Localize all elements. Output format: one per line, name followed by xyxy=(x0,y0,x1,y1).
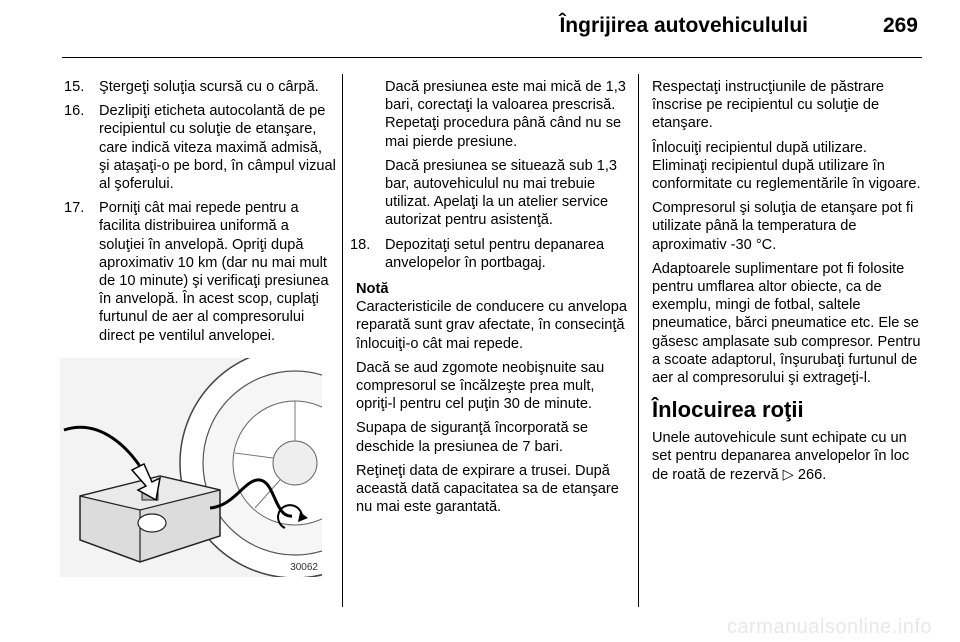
page-title: Îngrijirea autovehiculului xyxy=(559,14,808,37)
paragraph: Compresorul şi soluţia de etanşare pot fi utilizate până la temperatura de aproximativ -30 °C. xyxy=(652,200,914,253)
column-3 xyxy=(652,78,924,490)
column-2 xyxy=(350,78,628,522)
paragraph: Dacă presiunea este mai mică de 1,3 bari, corectaţi la valoarea prescrisă. Repetaţi procedura până când nu se mai pierde presiune. xyxy=(385,79,626,150)
figure-number: 30062 xyxy=(290,562,318,573)
page-reference[interactable]: 266. xyxy=(797,466,827,483)
note-paragraph: Supapa de siguranţă încorporată se deschide la presiunea de 7 bari. xyxy=(356,420,589,455)
note-paragraph: Reţineţi data de expirare a trusei. După această dată capacitatea sa de etanşare nu mai este garantată. xyxy=(356,462,619,516)
column-divider-2 xyxy=(638,74,639,607)
paragraph: Adaptoarele suplimentare pot fi folosite pentru umflarea altor obiecte, ca de exemplu, mingi de fotbal, saltele pneumatice, bărci pneumatice etc. Ele se găsesc amplasate sub compresor. Pentru a scoate adaptorul, înşurubaţi furtunul de aer al compresorului şi extrageţi-l. xyxy=(652,260,921,387)
list-item xyxy=(64,199,336,345)
item-text: Dezlipiţi eticheta autocolantă de pe recipientul cu soluţie de etanşare, care indică viteza maximă admisă, şi ataşaţi-o pe bord, în câmpul vizual al şoferului. xyxy=(99,103,336,193)
section-heading: Înlocuirea roţii xyxy=(652,397,804,423)
compressor-tire-drawing xyxy=(60,358,322,577)
note-paragraph: Caracteristicile de conducere cu anvelopa reparată sunt grav afectate, în consecinţă înlocuiţi-o cât mai repede. xyxy=(356,299,627,352)
item-number: 15. xyxy=(64,79,85,95)
list-item xyxy=(64,78,336,96)
list-item xyxy=(350,236,628,272)
paragraph: Înlocuiţi recipientul după utilizare. Eliminaţi recipientul după utilizare în conformitate cu reglementările în vigoare. xyxy=(652,139,921,193)
item-text: Depozitaţi setul pentru depanarea anvelopelor în portbagaj. xyxy=(385,236,605,271)
item-text: Ştergeţi soluţia scursă cu o cârpă. xyxy=(99,79,319,95)
item-number: 17. xyxy=(64,200,85,217)
list-item xyxy=(64,102,336,193)
paragraph: Respectaţi instrucţiunile de păstrare înscrise pe recipientul cu soluţie de etanşare. xyxy=(652,79,884,132)
paragraph xyxy=(652,429,924,484)
item-text: Porniţi cât mai repede pentru a facilita distribuirea uniformă a soluţiei în anvelopă. Opriţi după aproximativ 10 km (dar nu mai mult de 10 minute) şi verificaţi presiunea în anvelopă. În acest scop, cuplaţi furtunul de aer al compresorului direct pe ventilul anvelopei. xyxy=(99,200,329,344)
column-divider-1 xyxy=(342,74,343,607)
note-paragraph: Dacă se aud zgomote neobişnuite sau compresorul se încălzeşte prea mult, opriţi-l pentru cel puţin 30 de minute. xyxy=(356,359,605,413)
header-divider xyxy=(62,57,922,58)
paragraph: Dacă presiunea se situează sub 1,3 bar, autovehiculul nu mai trebuie utilizat. Apelaţi la un atelier service autorizat pentru asistenţă. xyxy=(385,157,618,229)
compressor-illustration xyxy=(60,358,322,577)
page-number: 269 xyxy=(882,14,918,37)
watermark: carmanualsonline.info xyxy=(726,616,932,638)
column-1 xyxy=(64,78,336,351)
item-number: 16. xyxy=(64,103,85,120)
note-title: Notă xyxy=(356,281,389,298)
item-number: 18. xyxy=(350,236,371,253)
paragraph-text: Unele autovehicule sunt echipate cu un set pentru depanarea anvelopelor în loc de roată de rezervă xyxy=(652,430,910,483)
arrow-ref-icon: ▷ xyxy=(782,466,794,483)
